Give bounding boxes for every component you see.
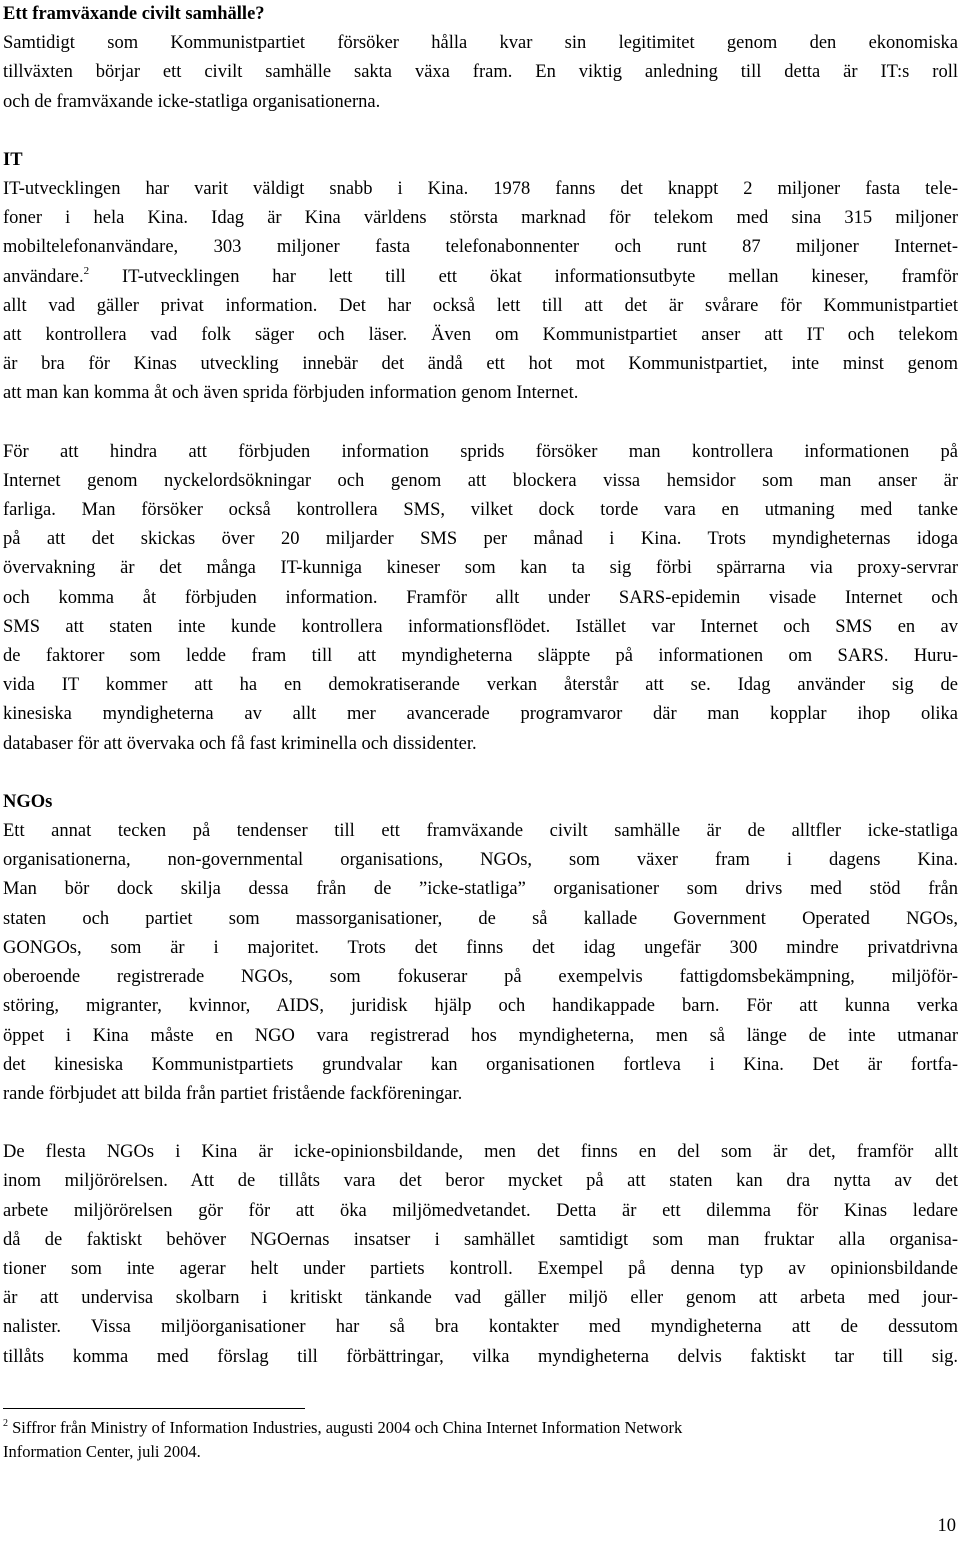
text-line: SMS att staten inte kunde kontrollera informationsflödet. Istället var Internet och SMS en av [3,616,958,637]
text-line: tillväxten börjar ett civilt samhälle sakta växa fram. En viktig anledning till detta är IT:s roll [3,62,958,83]
text-line: öppet i Kina måste en NGO vara registrerad hos myndigheterna, men så länge de inte utmanar [3,1025,958,1046]
text-line-with-footnote [3,263,958,292]
text-line: GONGOs, som är i majoritet. Trots det finns det idag ungefär 300 mindre privatdrivna [3,937,958,958]
text-line: övervakning är det många IT-kunniga kineser som kan ta sig förbi spärrarna via proxy-servrar [3,558,958,579]
text-fragment: användare. [3,266,84,287]
footnote-text: Siffror från Ministry of Information Industries, augusti 2004 och China Internet Information Network [8,1418,683,1437]
section-heading-ngos: NGOs [3,791,53,812]
text-line: Ett annat tecken på tendenser till ett framväxande civilt samhälle är de alltfler icke-statliga [3,821,958,842]
text-line: foner i hela Kina. Idag är Kina världens största marknad för telekom med sina 315 miljoner [3,208,958,229]
text-line: organisationerna, non-governmental organisations, NGOs, som växer fram i dagens Kina. [3,850,958,871]
page-number: 10 [937,1516,956,1536]
text-line: att kontrollera vad folk säger och läser. Även om Kommunistpartiet anser att IT och telekom [3,325,958,346]
text-line: då de faktiskt behöver NGOernas insatser i samhället samtidigt som man fruktar alla organisa- [3,1229,958,1250]
text-line: tioner som inte agerar helt under partiets kontroll. Exempel på denna typ av opinionsbildande [3,1258,958,1279]
footnote-separator [3,1408,305,1409]
ngos-paragraph-2 [3,1138,958,1372]
text-line: oberoende registrerade NGOs, som fokuserar på exempelvis fattigdomsbekämpning, miljöför- [3,967,958,988]
text-line: farliga. Man försöker också kontrollera SMS, vilket dock torde vara en utmaning med tanke [3,500,958,521]
text-line: IT-utvecklingen har varit väldigt snabb i Kina. 1978 fanns det knappt 2 miljoner fasta tele- [3,179,958,200]
ngos-paragraph-1 [3,817,958,1109]
section-heading-civil-society: Ett framväxande civilt samhälle? [3,4,265,24]
footnote [3,1416,933,1464]
text-fragment: IT-utvecklingen har lett till ett ökat informationsutbyte mellan kineser, framför [89,266,958,287]
text-line: arbete miljörörelsen gör för att öka miljömedvetandet. Detta är ett dilemma för Kinas ledare [3,1200,958,1221]
text-line: rande förbjudet att bilda från partiet fristående fackföreningar. [3,1083,463,1104]
text-line: nalister. Vissa miljöorganisationer har så bra kontakter med myndigheterna att de dessutom [3,1317,958,1338]
text-line: det kinesiska Kommunistpartiets grundvalar kan organisationen fortleva i Kina. Det är fortfa- [3,1054,958,1075]
text-line: de faktorer som ledde fram till att myndigheterna släppte på informationen om SARS. Huru- [3,646,958,667]
text-line: störing, migranter, kvinnor, AIDS, juridisk hjälp och handikappade barn. För att kunna verka [3,996,958,1017]
text-line: För att hindra att förbjuden information sprids försöker man kontrollera informationen på [3,441,958,462]
text-line: allt vad gäller privat information. Det har också lett till att det är svårare för Kommunistpartiet [3,295,958,316]
text-line: databaser för att övervaka och få fast kriminella och dissidenter. [3,733,477,754]
text-line: Man bör dock skilja dessa från de ”icke-statliga” organisationer som drivs med stöd från [3,879,958,900]
footnote-number: 2 [3,1418,8,1429]
text-line: staten och partiet som massorganisationer, de så kallade Government Operated NGOs, [3,908,958,929]
footnote-line [3,1416,933,1440]
it-paragraph-1 [3,175,958,409]
text-line: på att det skickas över 20 miljarder SMS per månad i Kina. Trots myndigheternas idoga [3,529,958,550]
section-heading-it: IT [3,149,23,170]
it-paragraph-2 [3,438,958,759]
text-line: att man kan komma åt och även sprida förbjuden information genom Internet. [3,383,579,404]
text-line: tillåts komma med förslag till förbättringar, vilka myndigheterna delvis faktiskt tar till sig. [3,1346,958,1367]
text-line: och komma åt förbjuden information. Framför allt under SARS-epidemin visade Internet och [3,587,958,608]
document-page [3,0,958,1372]
text-line: vida IT kommer att ha en demokratiserande verkan återstår att se. Idag använder sig de [3,675,958,696]
text-line: är att undervisa skolbarn i kritiskt tänkande vad gäller miljö eller genom att arbeta med jour- [3,1288,958,1309]
footnote-reference[interactable]: 2 [83,264,90,277]
text-line: kinesiska myndigheterna av allt mer avancerade programvaror där man kopplar ihop olika [3,704,958,725]
text-line: De flesta NGOs i Kina är icke-opinionsbildande, men det finns en del som är det, framför allt [3,1142,958,1163]
intro-paragraph [3,29,958,117]
footnote-line: Information Center, juli 2004. [3,1442,201,1461]
text-line: Internet genom nyckelordsökningar och genom att blockera vissa hemsidor som man anser är [3,470,958,491]
text-line: inom miljörörelsen. Att de tillåts vara det beror mycket på att staten kan dra nytta av det [3,1171,958,1192]
text-line: Samtidigt som Kommunistpartiet försöker hålla kvar sin legitimitet genom den ekonomiska [3,33,958,54]
text-line: mobiltelefonanvändare, 303 miljoner fasta telefonabonnenter och runt 87 miljoner Internet- [3,237,958,258]
text-line: och de framväxande icke-statliga organisationerna. [3,91,381,112]
text-line: är bra för Kinas utveckling innebär det ändå ett hot mot Kommunistpartiet, inte minst genom [3,354,958,375]
